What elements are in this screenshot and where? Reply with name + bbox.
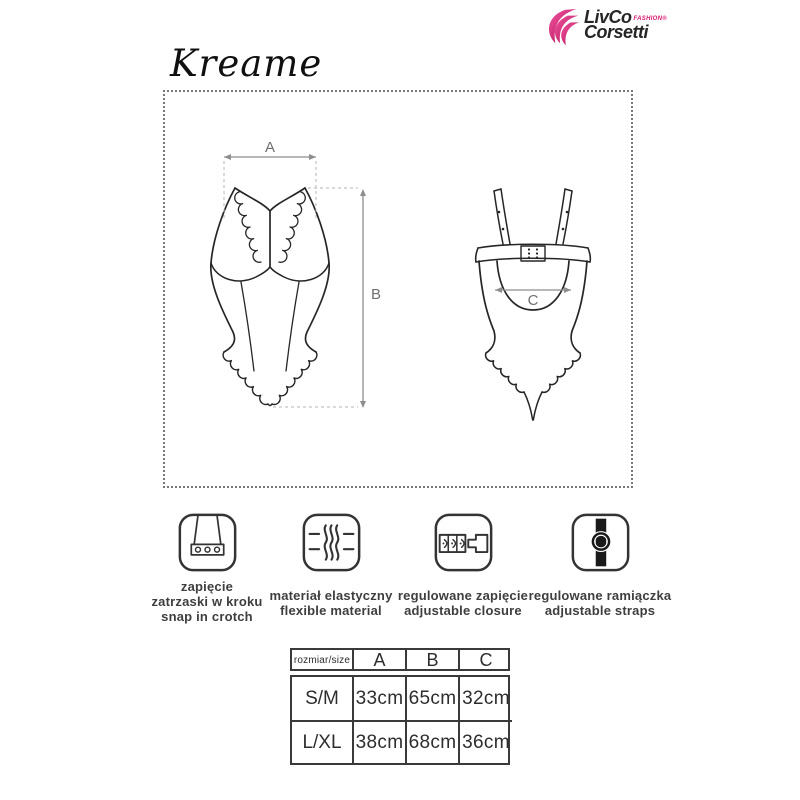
caption-line: adjustable straps	[544, 603, 656, 618]
row-lxl-label: L/XL	[292, 720, 352, 763]
measure-a-label: A	[264, 139, 276, 156]
row-sm-b: 65cm	[405, 677, 458, 720]
header-col-a: A	[352, 650, 405, 671]
row-lxl-c: 36cm	[458, 720, 512, 763]
caption-line: regulowane ramiączka	[528, 588, 672, 603]
brand-name-bottom: Corsetti	[584, 22, 649, 42]
row-sm-c: 32cm	[458, 677, 512, 720]
brand-name-top: LivCo	[584, 7, 632, 27]
header-col-b: B	[405, 650, 458, 671]
caption-line: zatrzaski w kroku	[151, 594, 263, 609]
caption-line: materiał elastyczny	[269, 588, 393, 603]
row-lxl-a: 38cm	[352, 720, 405, 763]
header-col-c: C	[458, 650, 512, 671]
measure-c-label: C	[527, 292, 539, 309]
caption-line: flexible material	[280, 603, 382, 618]
brand-fashion-label: FASHION®	[633, 16, 668, 22]
caption-line: regulowane zapięcie	[397, 588, 529, 603]
caption-line: snap in crotch	[161, 609, 253, 624]
row-sm-a: 33cm	[352, 677, 405, 720]
product-title: Kreame	[170, 42, 323, 85]
caption-line: adjustable closure	[404, 603, 522, 618]
caption-line: zapięcie	[180, 579, 234, 594]
measure-b-label: B	[371, 286, 382, 303]
row-lxl-b: 68cm	[405, 720, 458, 763]
front-view-drawing	[211, 188, 329, 406]
row-sm-label: S/M	[305, 687, 339, 709]
header-rozmiar-size: rozmiar/size	[293, 655, 351, 666]
